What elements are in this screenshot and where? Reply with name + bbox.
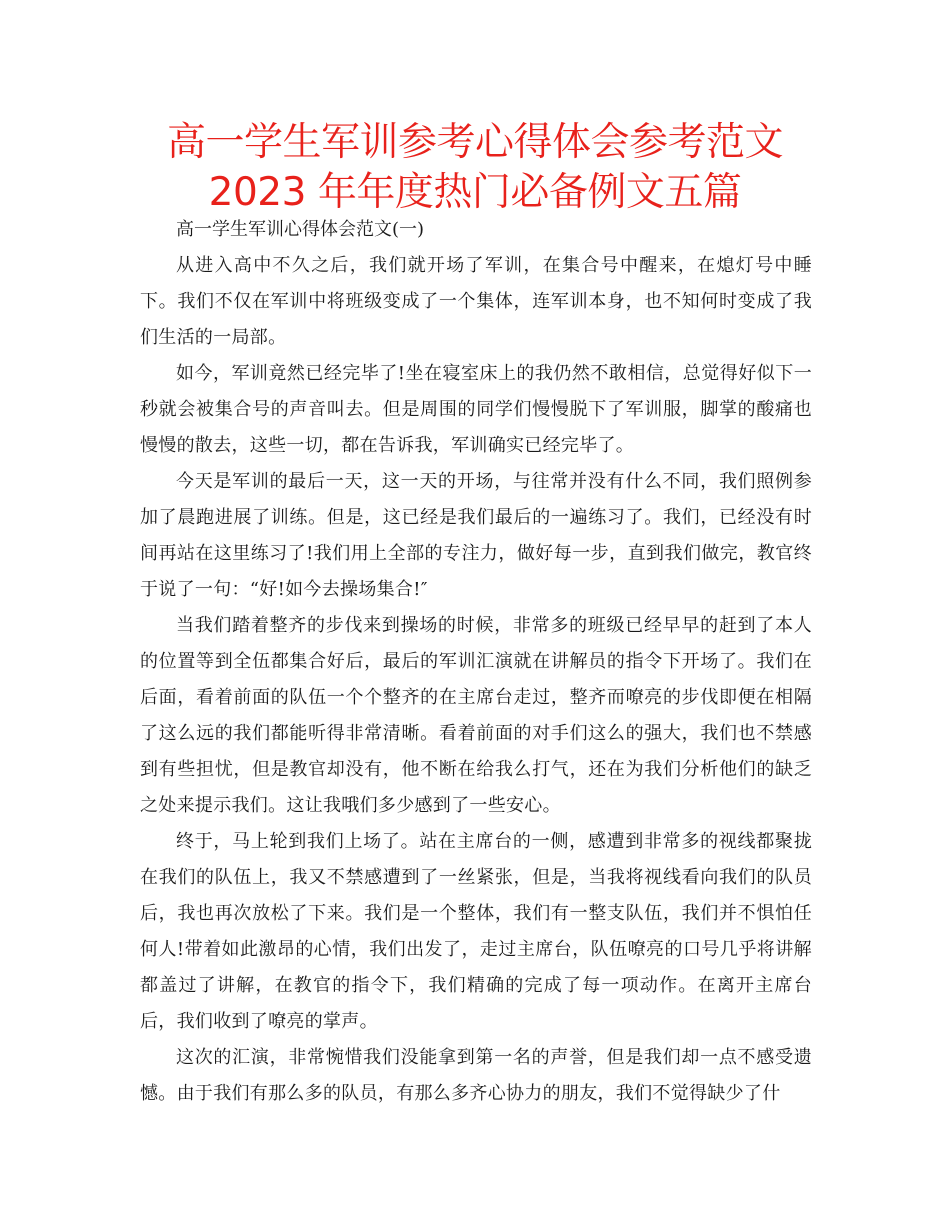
paragraph: 终于，马上轮到我们上场了。站在主席台的一侧，感遭到非常多的视线都聚拢在我们的队伍上，我又不禁感遭到了一丝紧张，但是，当我将视线看向我们的队员后，我也再次放松了下来。我们是一个整体，我们有一整支队伍，我们并不惧怕任何人!带着如此激昂的心情，我们出发了，走过主席台，队伍嘹亮的口号几乎将讲解都盖过了讲解，在教官的指令下，我们精确的完成了每一项动作。在离开主席台后，我们收到了嘹亮的掌声。 [140, 831, 812, 1032]
paragraph: 当我们踏着整齐的步伐来到操场的时候，非常多的班级已经早早的赶到了本人的位置等到全伍都集合好后，最后的军训汇演就在讲解员的指令下开场了。我们在后面，看着前面的队伍一个个整齐的在主席台走过，整齐而嘹亮的步伐即便在相隔了这么远的我们都能听得非常清晰。看着前面的对手们这么的强大，我们也不禁感到有些担忧，但是教官却没有，他不断在给我么打气，还在为我们分析他们的缺乏之处来提示我们。这让我哦们多少感到了一些安心。 [140, 615, 812, 816]
document-title: 高一学生军训参考心得体会参考范文 2023 年年度热门必备例文五篇 [166, 120, 783, 215]
section-subtitle: 高一学生军训心得体会范文(一) [176, 219, 425, 240]
paragraph: 这次的汇演，非常惋惜我们没能拿到第一名的声誉，但是我们却一点不感受遗憾。由于我们有那么多的队员，有那么多齐心协力的朋友，我们不觉得缺少了什 [140, 1047, 812, 1104]
paragraph: 今天是军训的最后一天，这一天的开场，与往常并没有什么不同，我们照例参加了晨跑进展了训练。但是，这已经是我们最后的一遍练习了。我们，已经没有时间再站在这里练习了!我们用上全部的专注力，做好每一步，直到我们做完，教官终于说了一句：“好!如今去操场集合!″ [140, 471, 812, 600]
paragraph: 从进入高中不久之后，我们就开场了军训，在集合号中醒来，在熄灯号中睡下。我们不仅在军训中将班级变成了一个集体，连军训本身，也不知何时变成了我们生活的一局部。 [140, 255, 812, 348]
document-body [140, 212, 812, 1112]
paragraph: 如今，军训竟然已经完毕了!坐在寝室床上的我仍然不敢相信，总觉得好似下一秒就会被集合号的声音叫去。但是周围的同学们慢慢脱下了军训服，脚掌的酸痛也慢慢的散去，这些一切，都在告诉我，军训确实已经完毕了。 [140, 363, 812, 456]
